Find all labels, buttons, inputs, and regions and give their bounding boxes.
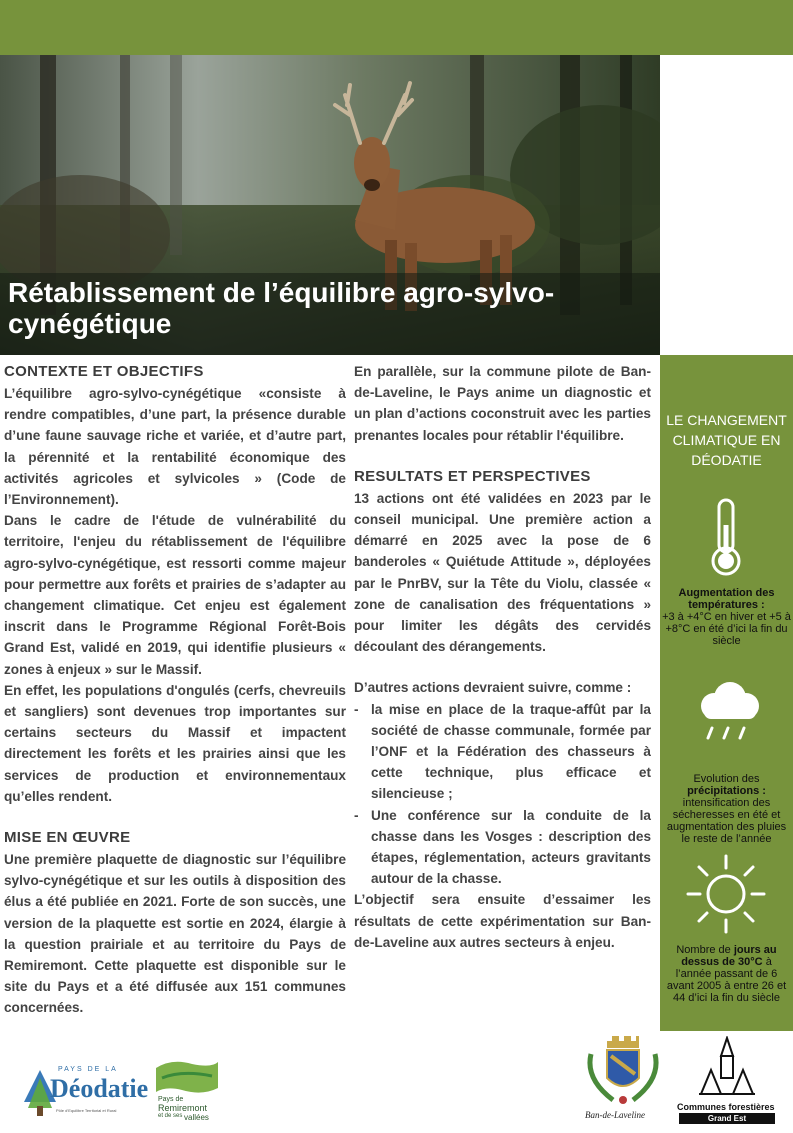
list-item: - la mise en place de la traque-affût par la société de chasse communale, formée par l’ONF et la Fédération des chasseurs à cette technique, plus efficace et silencieuse ;: [354, 699, 651, 805]
results-paragraph-1: 13 actions ont été validées en 2023 par le conseil municipal. Une première action a démarré en 2025 avec la pose de 6 banderoles « Quiétude Attitude », déployées par le PnrBV, sur la Tête du Violu, classée « zone de canalisation des fréquentations » pour limiter les dégâts des cervidés découlant des dérangements.: [354, 490, 651, 655]
section-heading-implementation: MISE EN ŒUVRE: [4, 829, 131, 847]
deodatie-logo: [20, 1064, 149, 1120]
climate-sidebar: [660, 355, 793, 1031]
section-heading-results: RESULTATS ET PERSPECTIVES: [354, 467, 591, 485]
top-green-band: [0, 0, 793, 55]
precipitation-text: [662, 773, 791, 845]
actions-list: [354, 699, 651, 890]
coat-of-arms-icon: [583, 1034, 663, 1110]
precipitation-label: précipitations :: [687, 785, 766, 797]
ban-de-laveline-logo: [583, 1034, 663, 1124]
deodatie-small: PAYS DE LA: [58, 1066, 118, 1073]
communes-forestieres-line2: Grand Est: [679, 1113, 775, 1124]
ban-de-laveline-name: Ban-de-Laveline: [585, 1110, 645, 1120]
context-paragraph-3: En effet, les populations d'ongulés (cerfs, chevreuils et sangliers) sont devenues trop importantes sur certains secteurs du Massif et impactent directement les forêts et les prairies ainsi que les services de production et environnementaux qu’elles rendent.: [4, 682, 346, 804]
temperature-label: Augmentation des températures :: [678, 587, 775, 611]
left-column: [4, 361, 346, 1019]
pilot-commune-paragraph: En parallèle, sur la commune pilote de Ban-de-Laveline, le Pays anime un diagnostic et un plan d’actions coconstruit avec les parties prenantes locales pour rétablir l'équilibre.: [354, 364, 651, 443]
precipitation-prefix: Evolution des: [693, 773, 760, 785]
deodatie-tagline: Pôle d’Equilibre Territorial et Rural: [56, 1108, 117, 1113]
church-forest-icon: [697, 1036, 757, 1098]
remiremont-line1: Pays de: [158, 1096, 184, 1103]
heat-days-prefix: Nombre de: [676, 944, 731, 956]
remiremont-shape-icon: [152, 1058, 222, 1098]
deodatie-main: Déodatie: [50, 1074, 149, 1103]
communes-forestieres-line1: Communes forestières: [677, 1102, 775, 1112]
context-paragraph-1: L’équilibre agro-sylvo-cynégétique «consiste à rendre compatibles, d’une part, la présence durable d’une faune sauvage riche et variée, et d’autre part, la pérennité et la rentabilité économique des activités agricoles et sylvicoles » (Code de l’Environnement).: [4, 386, 346, 508]
results-paragraph-3: L’objectif sera ensuite d’essaimer les résultats de cette expérimentation sur Ban-de-Laveline aux autres secteurs à enjeu.: [354, 892, 651, 950]
hero-image: [0, 55, 660, 355]
remiremont-line2: Remiremont: [158, 1103, 208, 1113]
list-item: - Une conférence sur la conduite de la chasse dans les Vosges : description des étapes, réglementation, acteurs gravitants autour de la chasse.: [354, 805, 651, 890]
temperature-value: +3 à +4°C en hiver et +5 à +8°C en été d’ici la fin du siècle: [662, 611, 791, 647]
remiremont-line4: vallées: [184, 1113, 209, 1122]
right-column: [354, 361, 651, 953]
context-paragraph-2: Dans le cadre de l'étude de vulnérabilité du territoire, l'enjeu du rétablissement de l'équilibre agro-sylvo-cynégétique, est ressorti comme majeur pour permettre aux forêts et prairies de s’adapter au changement climatique. Cet enjeu est également inscrit dans le Programme Régional Forêt-Bois Grand Est, validé en 2019, qui identifie plusieurs « zones à enjeux » sur le Massif.: [4, 513, 346, 677]
remiremont-logo: [152, 1058, 224, 1124]
page-title: Rétablissement de l’équilibre agro-sylvo-cynégétique: [8, 277, 555, 339]
heat-days-label: jours au dessus de 30°C: [681, 944, 777, 968]
thermometer-icon: [708, 497, 744, 577]
sun-icon: [684, 852, 768, 936]
communes-forestieres-logo: [677, 1036, 777, 1124]
precipitation-value: intensification des sécheresses en été et augmentation des pluies le reste de l’année: [666, 797, 787, 845]
section-heading-context: CONTEXTE ET OBJECTIFS: [4, 363, 204, 380]
results-paragraph-2: D’autres actions devraient suivre, comme :: [354, 680, 632, 696]
sidebar-title: LE CHANGEMENT CLIMATIQUE EN DÉODATIE: [666, 412, 787, 468]
temperature-text: [662, 587, 791, 647]
heat-days-text: [662, 944, 791, 1004]
rain-cloud-icon: [692, 680, 764, 742]
implementation-paragraph: Une première plaquette de diagnostic sur l’équilibre sylvo-cynégétique et sur les outils à disposition des élus a été publiée en 2021. Forte de son succès, une version de la plaquette est sortie en 2024, élargie à la question prairiale et au territoire du Pays de Remiremont. Cette plaquette est disponible sur le site du Pays et a été diffusée aux 151 communes concernées.: [4, 852, 346, 1016]
heat-days-value: à l’année passant de 6 avant 2005 à entre 26 et 44 d’ici la fin du siècle: [666, 956, 787, 1004]
remiremont-line3: et de ses: [158, 1113, 183, 1119]
